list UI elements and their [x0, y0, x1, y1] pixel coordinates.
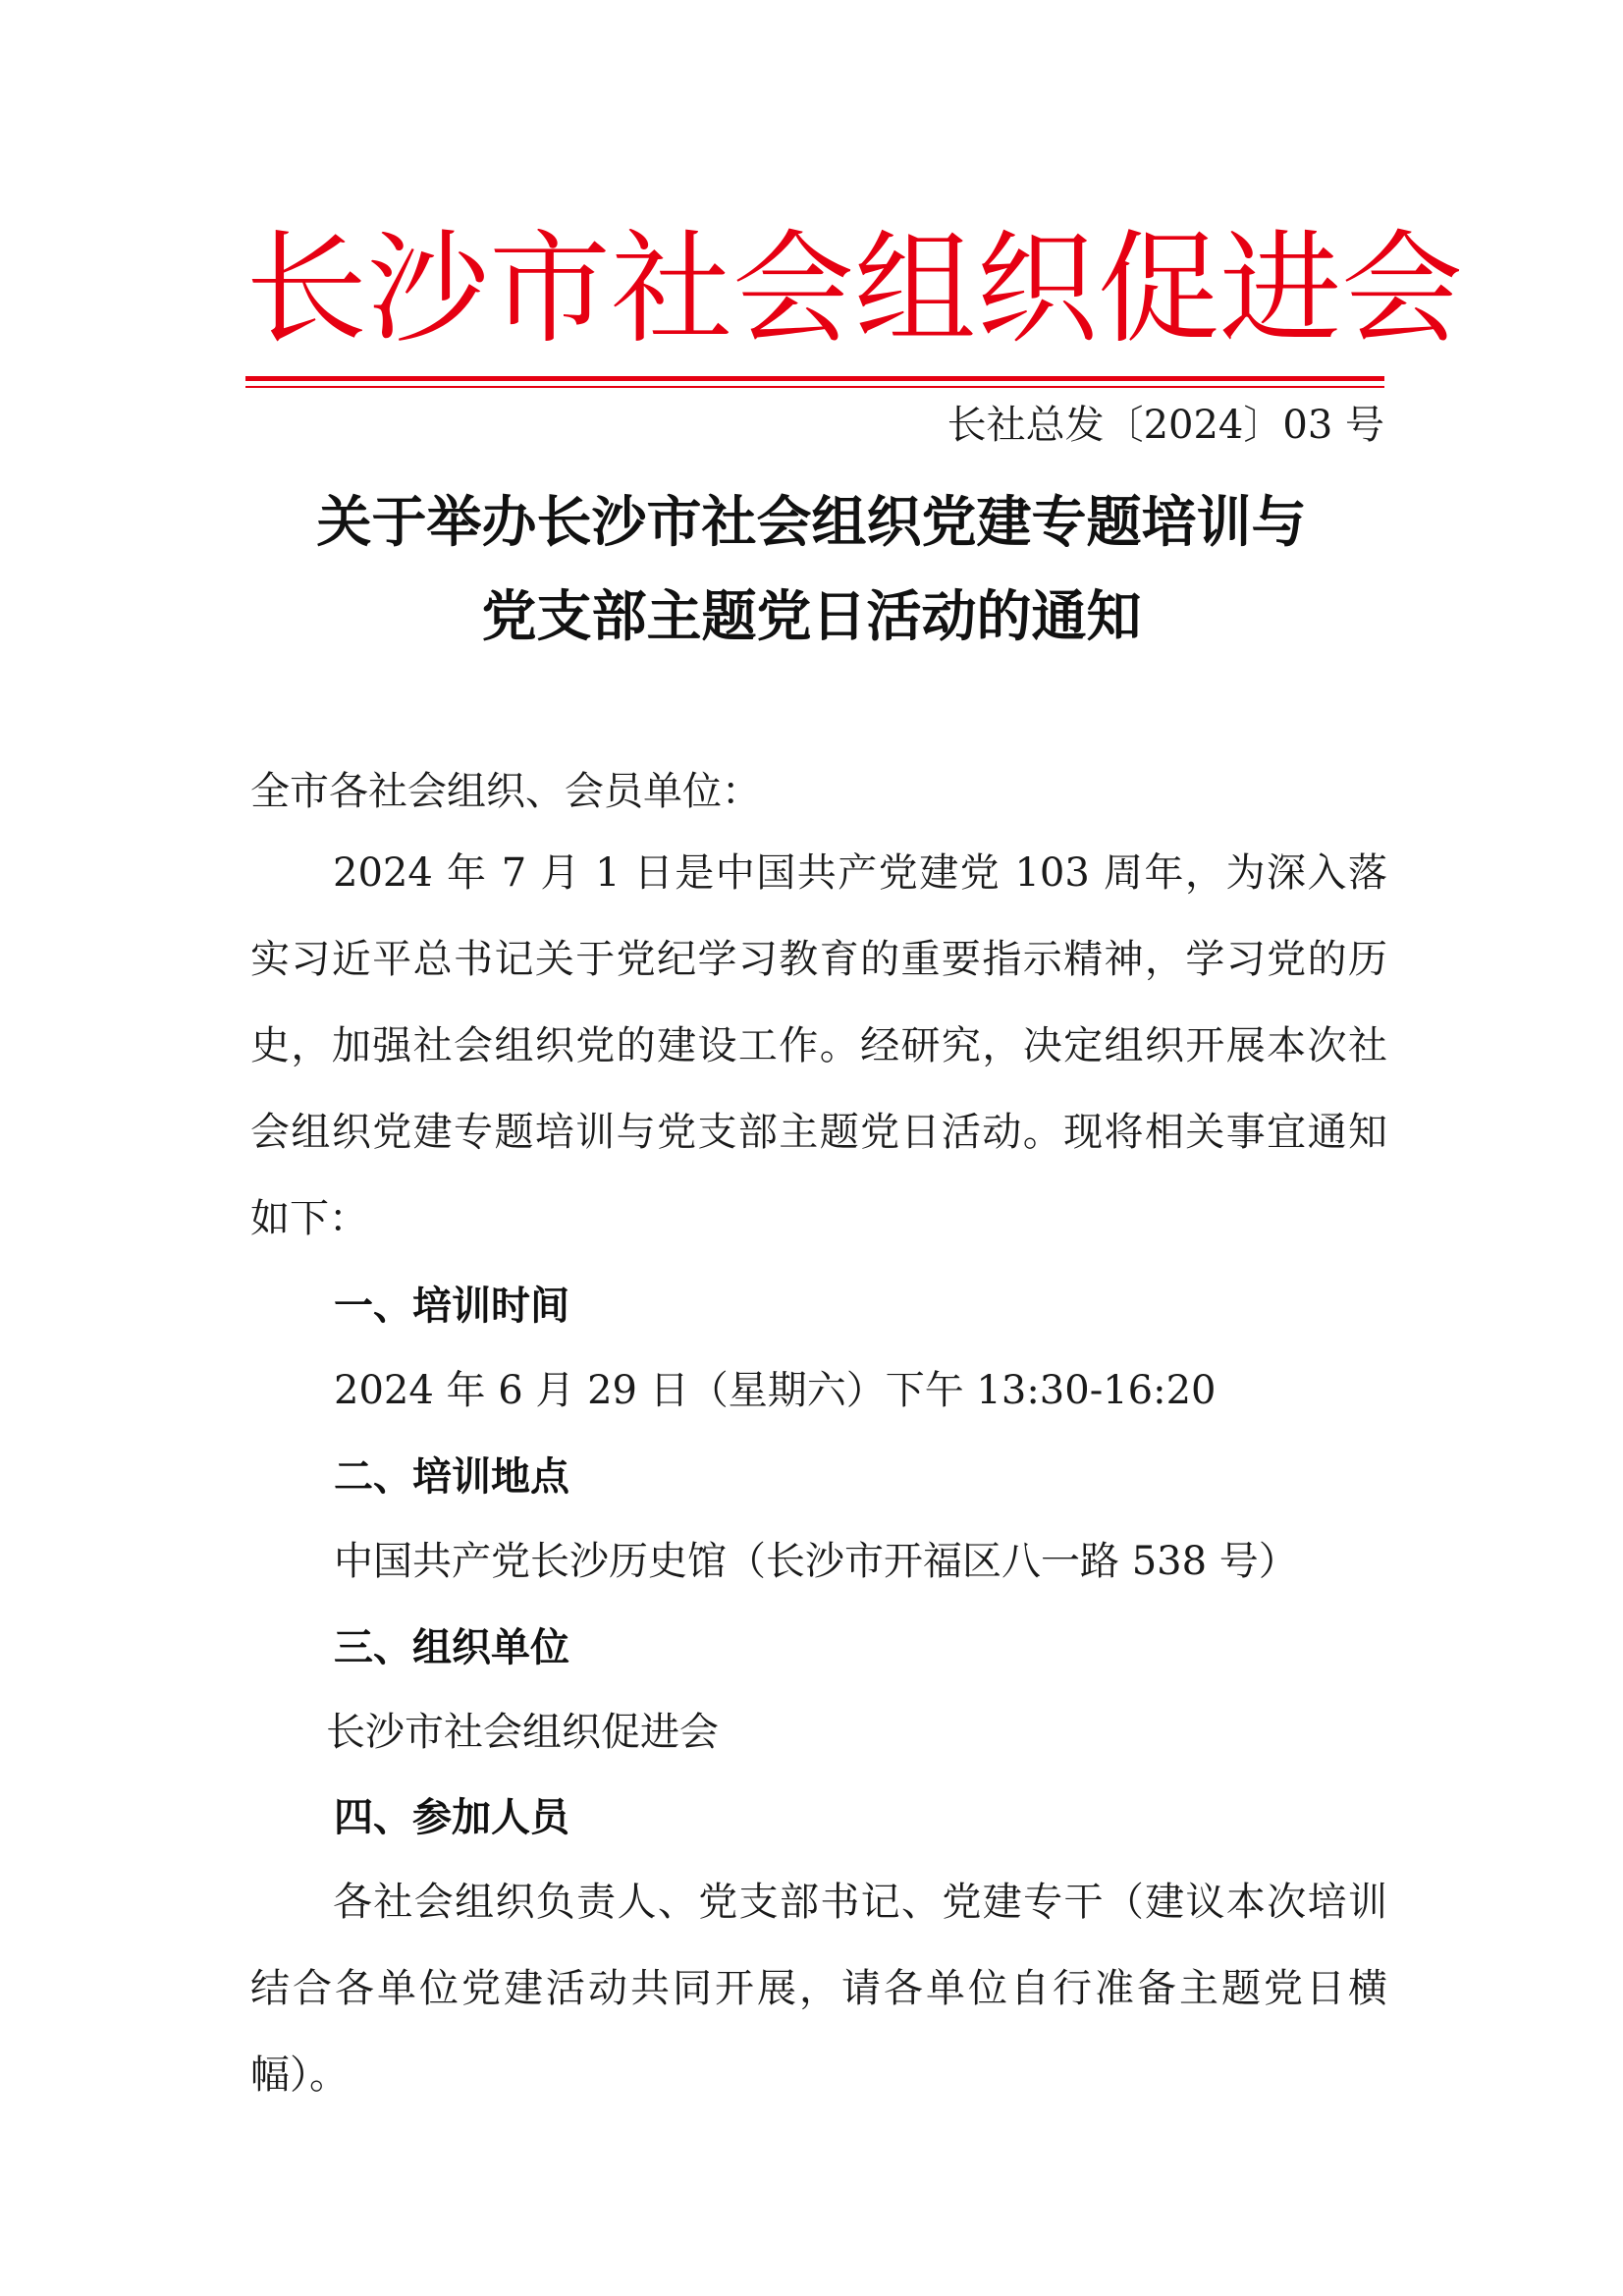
section-content-location: 中国共产党长沙历史馆（长沙市开福区八一路 538 号）: [334, 1539, 1298, 1584]
document-title-line-1: 关于举办长沙市社会组织党建专题培训与: [316, 490, 1307, 555]
masthead-char: 促: [1098, 219, 1220, 360]
document-number: 长社总发〔2024〕03 号: [947, 403, 1384, 448]
section-heading-time: 一、培训时间: [334, 1284, 569, 1329]
section-heading-participants: 四、参加人员: [334, 1795, 569, 1840]
masthead-char: 市: [489, 219, 612, 360]
masthead-char: 会: [732, 219, 855, 360]
salutation: 全市各社会组织、会员单位：: [250, 769, 761, 814]
section-content-time: 2024 年 6 月 29 日（星期六）下午 13:30-16:20: [334, 1368, 1217, 1413]
document-title-line-2: 党支部主题党日活动的通知: [481, 584, 1142, 649]
masthead-char: 组: [854, 219, 977, 360]
section-content-organizer: 长沙市社会组织促进会: [326, 1710, 719, 1755]
masthead-char: 织: [976, 219, 1099, 360]
masthead-rule-thin: [245, 386, 1384, 388]
intro-paragraph: 2024 年 7 月 1 日是中国共产党建党 103 周年，为深入落实习近平总书记关于党纪学习教育的重要指示精神，学习党的历史，加强社会组织党的建设工作。经研究，决定组织开展本次社会组织党建专题培训与党支部主题党日活动。现将相关事宜通知如下：: [250, 850, 1387, 1241]
section-heading-organizer: 三、组织单位: [334, 1625, 569, 1670]
masthead-title: [245, 211, 1464, 368]
masthead-rule-thick: [245, 376, 1384, 381]
masthead-char: 进: [1219, 219, 1342, 360]
masthead-char: 长: [245, 219, 368, 360]
masthead-char: 沙: [367, 219, 490, 360]
section-heading-location: 二、培训地点: [334, 1454, 569, 1500]
masthead-char: 社: [611, 219, 733, 360]
masthead-char: 会: [1341, 219, 1464, 360]
section-content-participants: 各社会组织负责人、党支部书记、党建专干（建议本次培训结合各单位党建活动共同开展，请各单位自行准备主题党日横幅）。: [250, 1880, 1387, 2098]
